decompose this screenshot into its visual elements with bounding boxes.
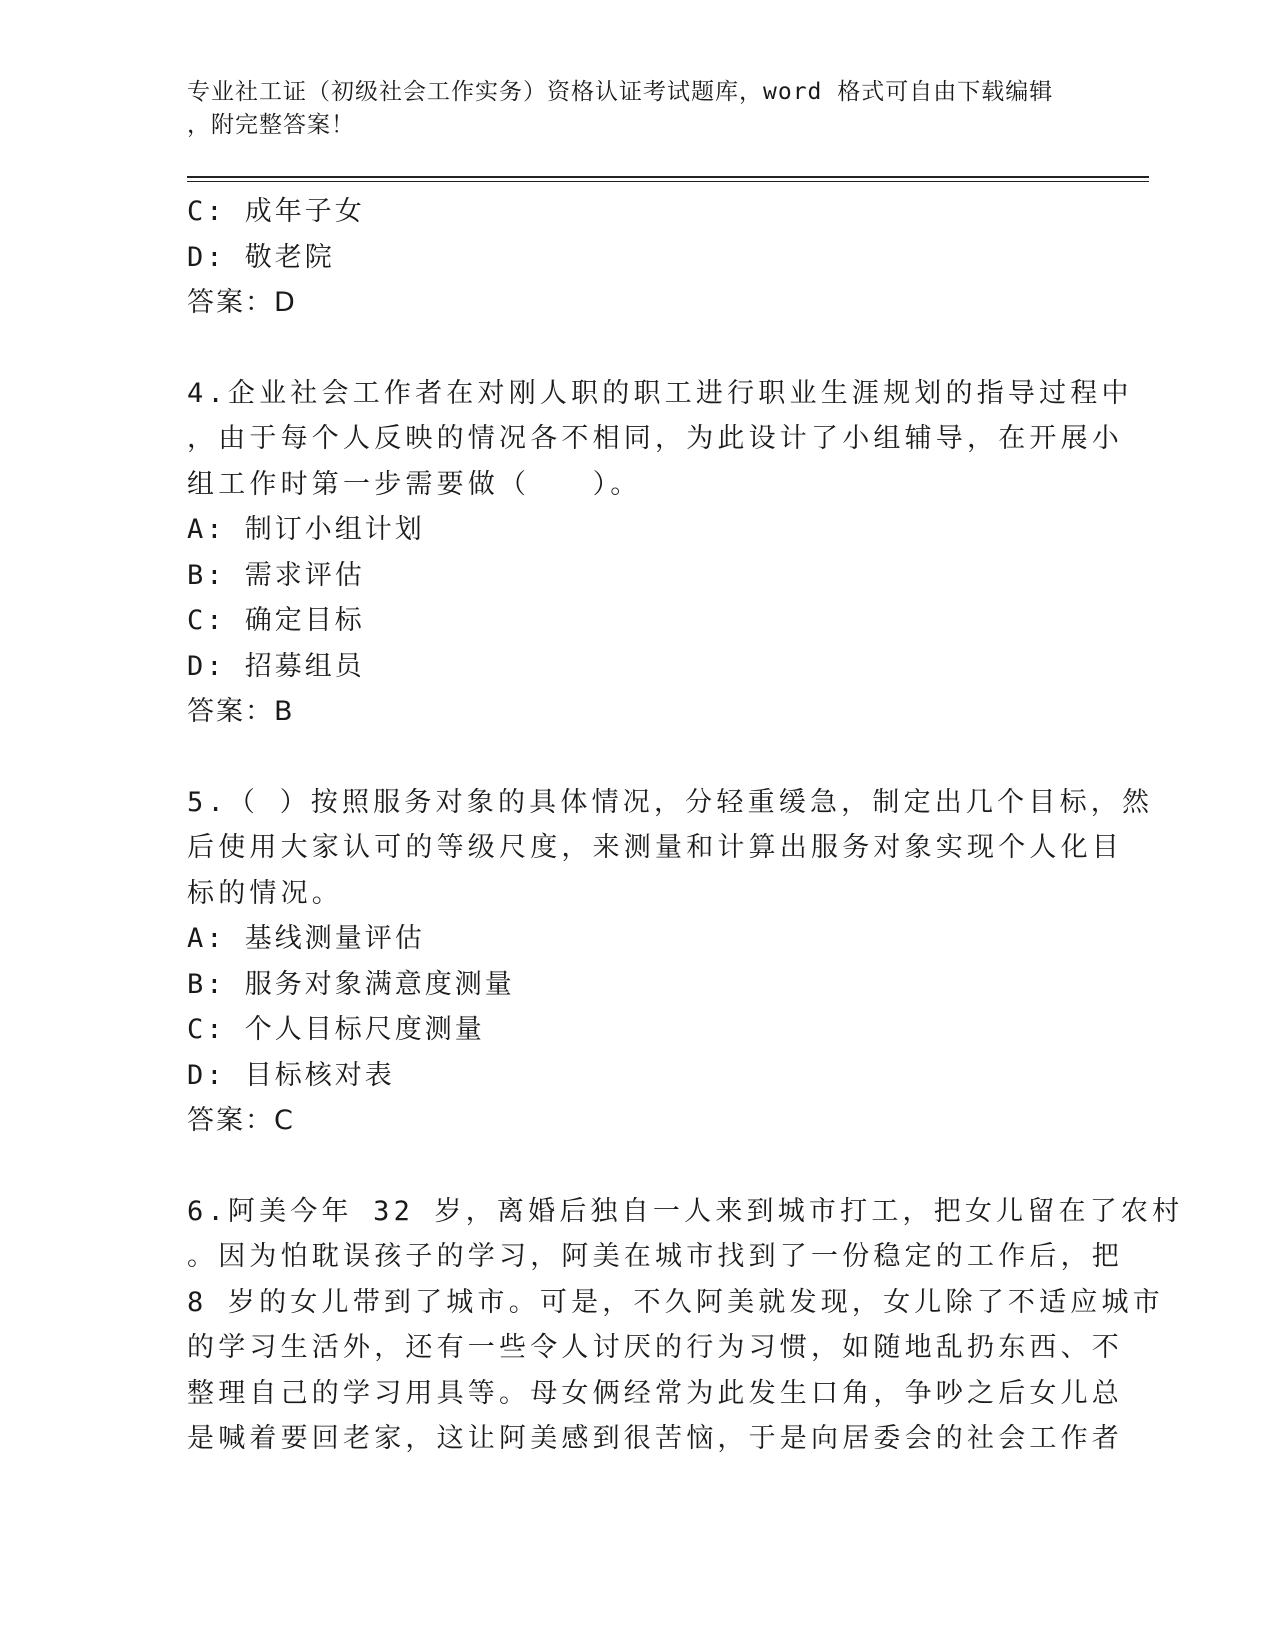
option-c: C: 个人目标尺度测量 [187, 1014, 485, 1045]
answer-label: 答案：B [187, 696, 295, 727]
stem-line: 。因为怕耽误孩子的学习，阿美在城市找到了一份稳定的工作后，把 [187, 1241, 1123, 1272]
answer-label: 答案：D [187, 287, 297, 318]
question-6 [187, 1189, 1184, 1462]
stem-line: 是喊着要回老家，这让阿美感到很苦恼，于是向居委会的社会工作者 [187, 1423, 1123, 1454]
stem-line: 标的情况。 [187, 877, 343, 909]
stem-line: 5.（ ）按照服务对象的具体情况，分轻重缓急，制定出几个目标，然 [187, 786, 1154, 818]
stem-line: 组工作时第一步需要做（ ）。 [187, 468, 642, 500]
option-c: C: 确定目标 [187, 605, 365, 636]
question-stem [187, 780, 1154, 917]
spacer [187, 326, 1087, 371]
option-d: D: 目标核对表 [187, 1059, 395, 1091]
spacer [187, 1144, 1087, 1189]
page-header [187, 76, 1067, 142]
header-line-2: ，附完整答案！ [187, 112, 355, 138]
option-d: D: 敬老院 [187, 241, 335, 273]
stem-line: 6.阿美今年 32 岁，离婚后独自一人来到城市打工，把女儿留在了农村 [187, 1195, 1184, 1227]
question-stem [187, 371, 1133, 508]
question-list [187, 189, 1184, 1462]
option-a: A: 制订小组计划 [187, 514, 425, 545]
question-3-tail [187, 189, 1087, 326]
option-a: A: 基线测量评估 [187, 923, 425, 954]
option-c: C: 成年子女 [187, 196, 365, 227]
stem-line: 整理自己的学习用具等。母女俩经常为此发生口角，争吵之后女儿总 [187, 1377, 1123, 1409]
stem-line: 后使用大家认可的等级尺度，来测量和计算出服务对象实现个人化目 [187, 832, 1123, 863]
option-b: B: 需求评估 [187, 559, 365, 591]
stem-line: 4.企业社会工作者在对刚人职的职工进行职业生涯规划的指导过程中 [187, 377, 1133, 409]
option-d: D: 招募组员 [187, 650, 365, 682]
question-5 [187, 780, 1154, 1144]
stem-line: 的学习生活外，还有一些令人讨厌的行为习惯，如随地乱扔东西、不 [187, 1332, 1123, 1363]
spacer [187, 735, 1087, 780]
stem-line: 8 岁的女儿带到了城市。可是，不久阿美就发现，女儿除了不适应城市 [187, 1286, 1164, 1318]
option-b: B: 服务对象满意度测量 [187, 968, 515, 1000]
question-stem [187, 1189, 1184, 1462]
header-divider [187, 176, 1149, 182]
stem-line: ，由于每个人反映的情况各不相同，为此设计了小组辅导，在开展小 [187, 423, 1123, 454]
answer-label: 答案：C [187, 1105, 295, 1136]
header-line-1: 专业社工证（初级社会工作实务）资格认证考试题库，word 格式可自由下载编辑 [187, 79, 1054, 105]
question-4 [187, 371, 1133, 735]
